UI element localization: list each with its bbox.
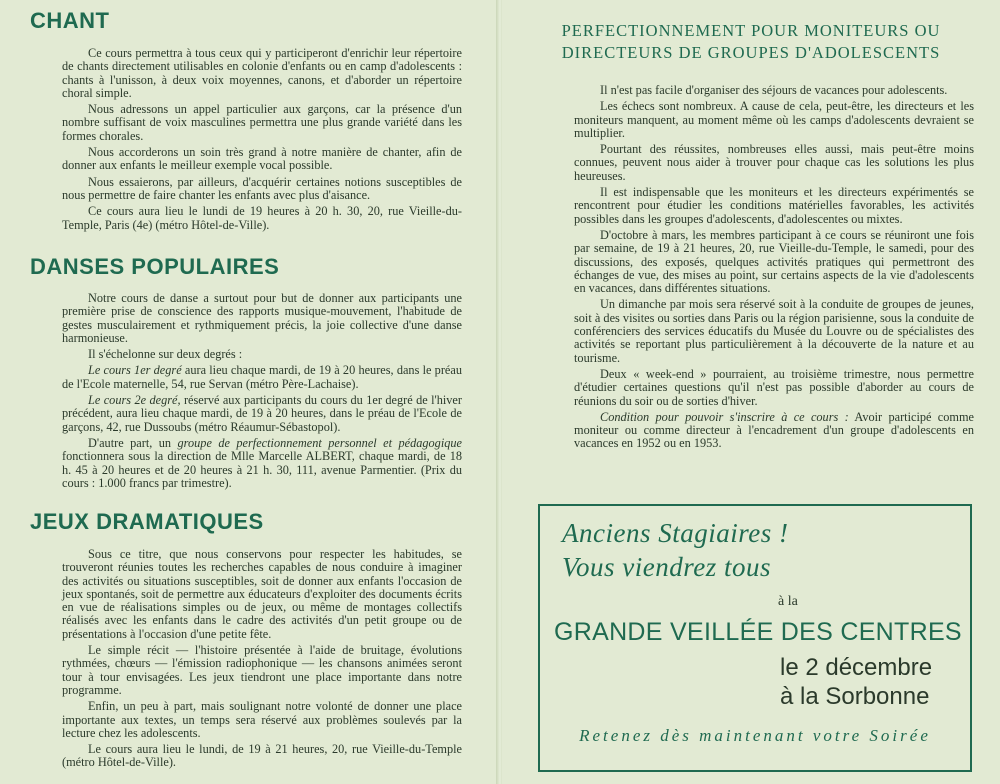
jeux-body <box>62 548 462 773</box>
perfectionnement-paragraph: Un dimanche par mois sera réservé soit à la conduite de groupes de jeunes, soit à des visites ou sorties dans Paris ou la région parisienne, sous la conduite de conférenciers des services éducatifs du Musée du Louvre ou de spécialistes des activités se reportant plus particulièrement à la découverte de la nature et au tourisme. <box>574 297 974 365</box>
danses-paragraph <box>62 364 462 391</box>
danses-degree2-label: Le cours 2e degré, <box>88 393 181 408</box>
danses-group-label: groupe de perfectionnement personnel et pédagogique <box>177 435 462 450</box>
perfectionnement-paragraph: Il est indispensable que les moniteurs et les directeurs expérimentés se rencontrent pour étudier les conditions matérielles favorables, les activités possibles dans les groupes d'adolescents, d'adolescentes ou mixtes. <box>574 185 974 226</box>
jeux-heading: JEUX DRAMATIQUES <box>30 509 264 534</box>
chant-paragraph: Ce cours aura lieu le lundi de 19 heures à 20 h. 30, 20, rue Vieille-du-Temple, Paris (4e) (métro Hôtel-de-Ville). <box>62 204 462 232</box>
danses-paragraph <box>62 437 462 490</box>
box-event-title: GRANDE VEILLÉE DES CENTRES <box>554 618 962 646</box>
danses-heading: DANSES POPULAIRES <box>30 254 280 279</box>
chant-paragraph: Nous accorderons un soin très grand à notre manière de chanter, afin de donner aux enfants le meilleur exemple vocal possible. <box>62 145 462 173</box>
perfectionnement-paragraph: D'octobre à mars, les membres participant à ce cours se réuniront une fois par semaine, de 19 à 21 heures, 20, rue Vieille-du-Temple, le samedi, pour des discussions, des exposés, quelques activités pratiques qui permettront des échanges de vue, des mises au point, sur certains aspects de la vie d'adolescents en vacances, dans différentes situations. <box>574 227 974 296</box>
chant-paragraph: Nous essaierons, par ailleurs, d'acquérir certaines notions susceptibles de nous permettre de faire chanter les enfants avec plus d'aisance. <box>62 174 462 202</box>
perfectionnement-body <box>574 84 974 454</box>
box-location: à la Sorbonne <box>780 683 930 710</box>
chant-body <box>62 47 462 235</box>
box-line-stagiaires: Anciens Stagiaires ! <box>562 518 789 548</box>
box-date: le 2 décembre <box>780 654 933 681</box>
danses-paragraph <box>62 394 462 434</box>
danses-degree2-text: réservé aux participants du cours du 1er degré de l'hiver précédent, aura lieu chaque mardi, de 19 à 20 heures, dans le préau de l'Ecole de garçons, 42, rue Dussoubs (métro Réaumur-Sébastopol). <box>62 393 462 434</box>
perfectionnement-paragraph: Pourtant des réussites, nombreuses elles aussi, mais peut-être moins connues, peuvent nous aider à trouver pour chaque cas les solutions les plus heureuses. <box>574 142 974 183</box>
perfectionnement-paragraph: Les échecs sont nombreux. A cause de cela, peut-être, les directeurs et les moniteurs manquent, au moment même où les camps d'adolescents devraient se multiplier. <box>574 99 974 140</box>
box-line-viendrez: Vous viendrez tous <box>562 552 771 582</box>
perfectionnement-heading-line1: PERFECTIONNEMENT POUR MONITEURS OU <box>561 21 941 40</box>
jeux-paragraph: Enfin, un peu à part, mais soulignant notre volonté de donner une place importante aux textes, un temps sera réservé aux problèmes soulevés par la lecture chez les adolescents. <box>62 699 462 740</box>
danses-p5-end: fonctionnera sous la direction de Mlle Marcelle ALBERT, chaque mardi, de 18 h. 45 à 20 heures et de 20 heures à 21 h. 30, 111, avenue Parmentier. (Prix du cours : 1.000 francs par trimestre). <box>62 449 462 490</box>
danses-paragraph: Il s'échelonne sur deux degrés : <box>88 347 243 362</box>
box-footer: Retenez dès maintenant votre Soirée <box>579 726 931 745</box>
chant-paragraph: Ce cours permettra à tous ceux qui y participeront d'enrichir leur répertoire de chants directement utilisables en colonie d'enfants ou en camp d'adolescents : chants à l'unisson, à deux voix moyennes, canons, et d'aborder un répertoire choral simple. <box>62 46 462 100</box>
danses-paragraph: Notre cours de danse a surtout pour but de donner aux participants une première prise de conscience des rapports musique-mouvement, l'habitude de gestes musculairement et rythmiquement précis, la joie collective d'une danse harmonieuse. <box>62 291 462 345</box>
jeux-paragraph: Le cours aura lieu le lundi, de 19 à 21 heures, 20, rue Vieille-du-Temple (métro Hôtel-de-Ville). <box>62 742 462 770</box>
jeux-paragraph: Sous ce titre, que nous conservons pour respecter les habitudes, se trouveront réunies toutes les recherches capables de nous conduire à imaginer des activités ou situations susceptibles, soit de donner aux enfants l'occasion de jeux spontanés, soit de permettre aux éducateurs d'exploiter des documents écrits en vue de réalisations simples ou de jeux, ou même de montages collectifs réalisés avec les enfants dans le cadre des activités d'un petit groupe ou de présentations à l'occasion d'une petite fête. <box>62 547 462 641</box>
perfectionnement-paragraph: Il n'est pas facile d'organiser des séjours de vacances pour adolescents. <box>600 83 948 97</box>
danses-degree1-label: Le cours 1er degré <box>88 363 182 378</box>
condition-label: Condition pour pouvoir s'inscrire à ce cours : <box>600 409 849 424</box>
perfectionnement-heading-line2: DIRECTEURS DE GROUPES D'ADOLESCENTS <box>561 43 941 62</box>
danses-body <box>62 292 462 493</box>
box-a-la: à la <box>778 594 798 609</box>
danses-p5-start: D'autre part, un <box>88 435 178 450</box>
condition-text: Avoir participé comme moniteur ou comme directeur à l'encadrement d'un groupe d'adolescents en vacances en 1952 ou en 1953. <box>574 409 975 451</box>
right-page <box>502 0 1000 784</box>
veillee-announcement-box <box>538 504 972 772</box>
jeux-paragraph: Le simple récit — l'histoire présentée à l'aide de bruitage, évolutions rythmées, chœurs — l'émission radiophonique — les chansons animées seront tour à tour envisagées. Les jeux tiendront une place importante dans notre programme. <box>62 643 462 697</box>
chant-paragraph: Nous adressons un appel particulier aux garçons, car la présence d'un nombre suffisant de voix masculines permettra une plus grande variété dans les formes chorales. <box>62 102 462 143</box>
danses-degree1-text: aura lieu chaque mardi, de 19 à 20 heures, dans le préau de l'Ecole maternelle, 54, rue Servan (métro Père-Lachaise). <box>62 363 462 391</box>
chant-heading: CHANT <box>30 8 110 33</box>
perfectionnement-paragraph <box>574 411 974 451</box>
left-page <box>0 0 498 784</box>
perfectionnement-paragraph: Deux « week-end » pourraient, au troisième trimestre, nous permettre d'étudier certaines questions qu'il n'est pas possible d'aborder au cours de réunions du soir ou de sorties d'hiver. <box>574 366 974 408</box>
